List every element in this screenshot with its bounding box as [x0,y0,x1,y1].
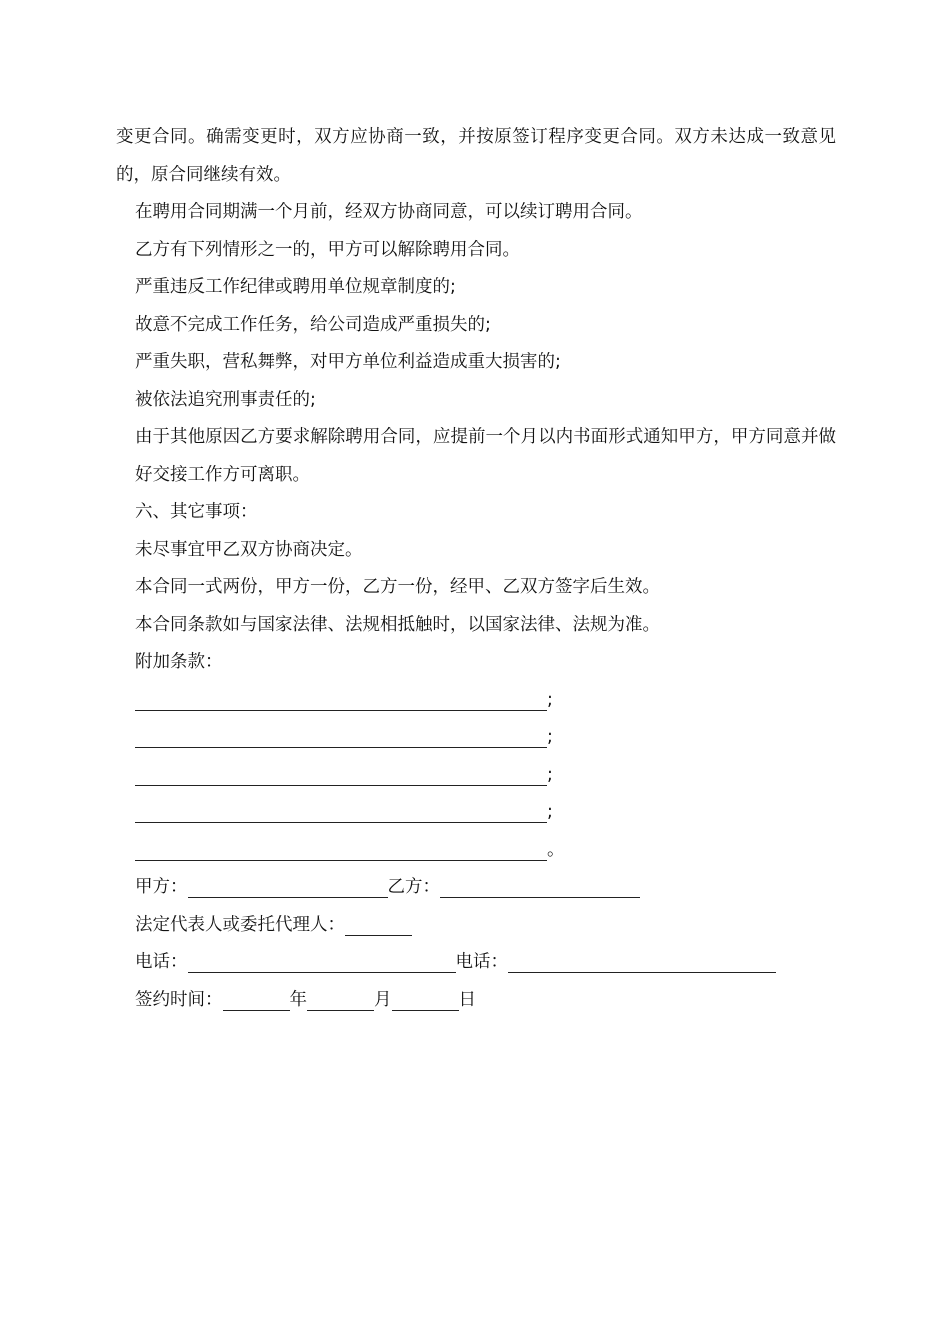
paragraph-copies: 本合同一式两份，甲方一份，乙方一份，经甲、乙双方签字后生效。 [135,577,660,597]
list-item-incomplete-work: 故意不完成工作任务，给公司造成严重损失的; [135,314,491,335]
list-item-dereliction: 严重失职，营私舞弊，对甲方单位利益造成重大损害的; [135,352,561,372]
day-label: 日 [458,989,476,1010]
party-a-field[interactable] [188,873,388,898]
phone-field-a[interactable] [188,948,456,973]
clause-punctuation: ; [547,802,553,822]
paragraph-legal-precedence: 本合同条款如与国家法律、法规相抵触时，以国家法律、法规为准。 [135,614,660,635]
additional-clause-line [116,794,836,832]
representative-line [116,907,836,945]
phone-label-b: 电话： [455,952,508,972]
phone-label-a: 电话： [135,952,188,972]
month-label: 月 [374,989,392,1010]
day-field[interactable] [392,986,459,1011]
phone-line [116,944,836,982]
party-b-label: 乙方： [387,877,440,897]
year-label: 年 [289,989,307,1010]
paragraph-renewal: 在聘用合同期满一个月前，经双方协商同意，可以续订聘用合同。 [135,202,643,222]
paragraph-unresolved-matters: 未尽事宜甲乙双方协商决定。 [135,539,363,560]
clause-blank[interactable] [135,686,547,711]
party-b-field[interactable] [440,873,640,898]
section-heading-other-matters: 六、其它事项： [135,502,258,522]
additional-clauses-label: 附加条款： [135,652,223,672]
party-a-label: 甲方： [135,877,188,897]
year-field[interactable] [223,986,290,1011]
clause-blank[interactable] [135,836,547,861]
representative-label: 法定代表人或委托代理人： [135,914,345,935]
phone-field-b[interactable] [508,948,776,973]
clause-punctuation: ; [547,727,553,747]
additional-clause-line [116,719,836,757]
list-item-criminal-liability: 被依法追究刑事责任的; [135,389,316,410]
paragraph-termination-conditions: 乙方有下列情形之一的，甲方可以解除聘用合同。 [135,239,520,260]
month-field[interactable] [307,986,374,1011]
additional-clause-line [116,757,836,795]
clause-punctuation: 。 [547,839,565,860]
paragraph-resignation-notice: 由于其他原因乙方要求解除聘用合同，应提前一个月以内书面形式通知甲方，甲方同意并做好交接工作方可离职。 [135,427,836,485]
signature-parties-line [116,869,836,907]
paragraph-change-contract: 变更合同。确需变更时，双方应协商一致，并按原签订程序变更合同。双方未达成一致意见的，原合同继续有效。 [116,127,836,185]
signing-date-line [116,982,836,1020]
additional-clause-line [116,832,836,870]
clause-blank[interactable] [135,723,547,748]
document-body [116,119,836,1019]
clause-blank[interactable] [135,761,547,786]
clause-punctuation: ; [547,689,553,710]
clause-blank[interactable] [135,798,547,823]
list-item-discipline-violation: 严重违反工作纪律或聘用单位规章制度的; [135,277,456,297]
signing-date-label: 签约时间： [135,989,223,1010]
clause-punctuation: ; [547,764,553,785]
additional-clause-line [116,682,836,720]
representative-field[interactable] [345,911,412,936]
